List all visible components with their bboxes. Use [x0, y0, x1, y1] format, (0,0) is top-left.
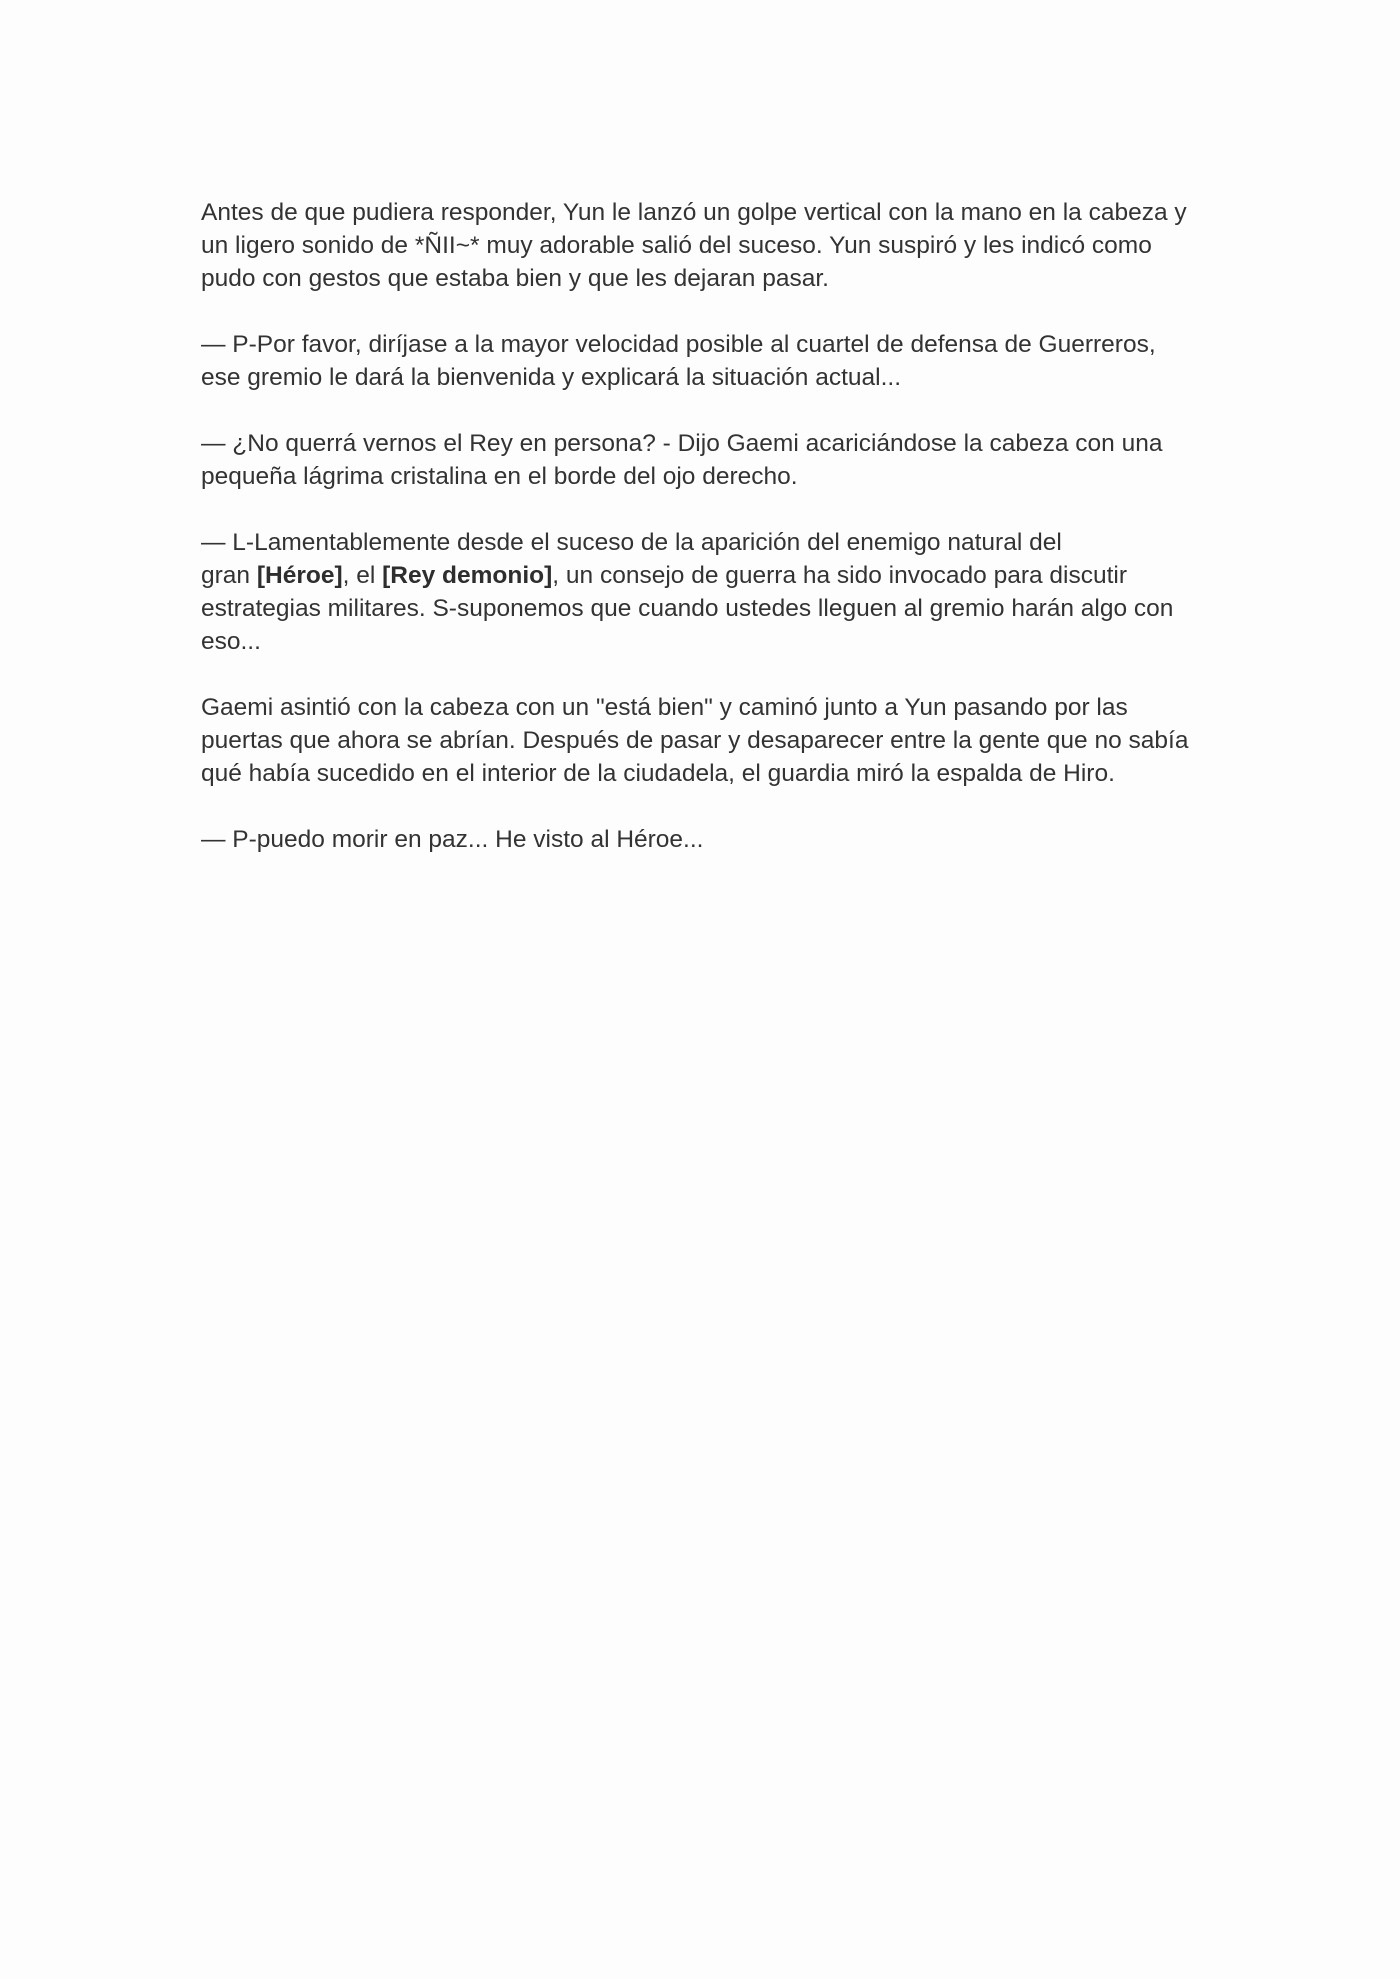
paragraph-dialogue-guard-1 — [201, 328, 1211, 394]
text-line: estrategias militares. S-suponemos que cuando ustedes lleguen al gremio harán algo con — [201, 595, 1174, 622]
text-line: — P-puedo morir en paz... He visto al Héroe... — [201, 826, 704, 853]
paragraph-dialogue-gaemi — [201, 427, 1211, 493]
text-line: — L-Lamentablemente desde el suceso de la aparición del enemigo natural del — [201, 529, 1062, 556]
paragraph-narration-1 — [201, 196, 1211, 295]
text-line: ese gremio le dará la bienvenida y explicará la situación actual... — [201, 364, 902, 391]
text-line: qué había sucedido en el interior de la ciudadela, el guardia miró la espalda de Hiro. — [201, 760, 1115, 787]
document-body — [201, 196, 1211, 889]
text-line: — ¿No querrá vernos el Rey en persona? - Dijo Gaemi acariciándose la cabeza con una — [201, 430, 1163, 457]
text-line: Antes de que pudiera responder, Yun le lanzó un golpe vertical con la mano en la cabeza y — [201, 199, 1187, 226]
text-line: un ligero sonido de *ÑII~* muy adorable salió del suceso. Yun suspiró y les indicó como — [201, 232, 1152, 259]
bold-term-heroe: [Héroe] — [256, 562, 343, 589]
text-line: pudo con gestos que estaba bien y que les dejaran pasar. — [201, 265, 829, 292]
text-line: — P-Por favor, diríjase a la mayor velocidad posible al cuartel de defensa de Guerreros, — [201, 331, 1156, 358]
text-line: Gaemi asintió con la cabeza con un "está bien" y caminó junto a Yun pasando por las — [201, 694, 1128, 721]
text-segment: , un consejo de guerra ha sido invocado para discutir — [552, 562, 1128, 589]
paragraph-dialogue-guard-2 — [201, 526, 1211, 658]
bold-term-rey-demonio: [Rey demonio] — [382, 562, 553, 589]
text-line-with-bold-terms — [201, 559, 1211, 592]
paragraph-dialogue-guard-3 — [201, 823, 1211, 856]
text-line: eso... — [201, 628, 261, 655]
paragraph-narration-2 — [201, 691, 1211, 790]
text-line: pequeña lágrima cristalina en el borde del ojo derecho. — [201, 463, 798, 490]
text-line: puertas que ahora se abrían. Después de pasar y desaparecer entre la gente que no sabía — [201, 727, 1189, 754]
text-segment: gran — [201, 562, 257, 589]
text-segment: , el — [342, 562, 383, 589]
